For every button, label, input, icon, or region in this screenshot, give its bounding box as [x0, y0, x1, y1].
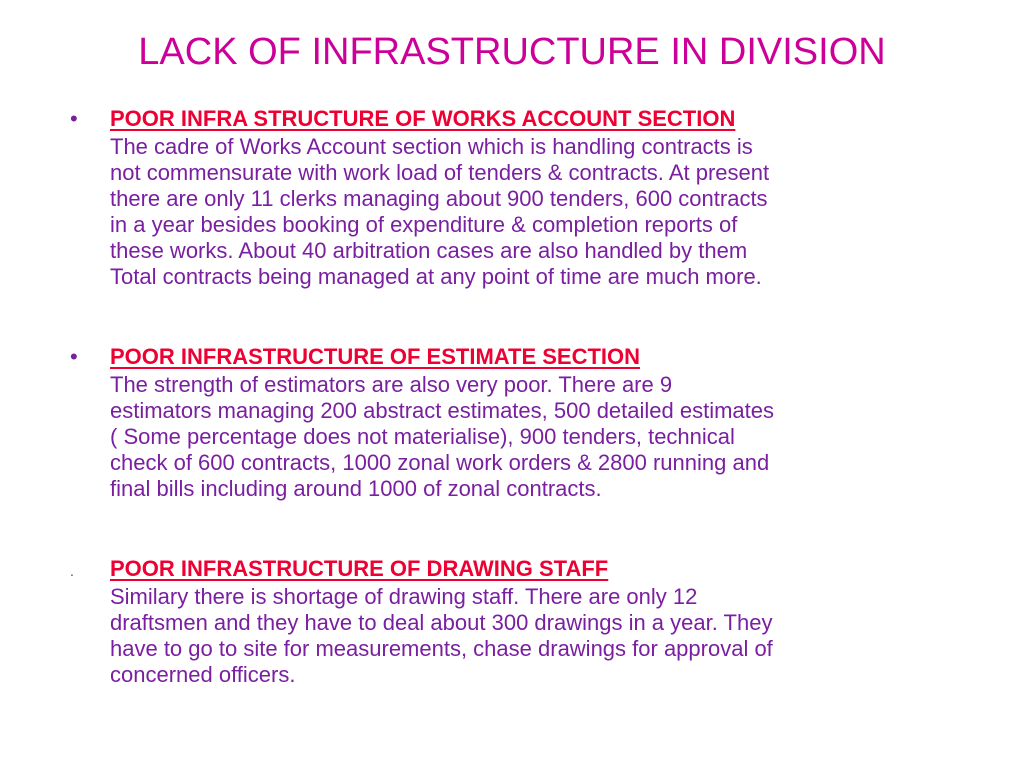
body-line: The strength of estimators are also very poor. There are 9 — [110, 372, 673, 397]
section-body — [110, 584, 980, 688]
section-heading: POOR INFRASTRUCTURE OF ESTIMATE SECTION — [110, 344, 641, 369]
section-heading: POOR INFRA STRUCTURE OF WORKS ACCOUNT SECTION — [110, 106, 736, 131]
body-line: not commensurate with work load of tenders & contracts. At present — [110, 160, 770, 185]
section-body — [110, 134, 980, 290]
slide-title: LACK OF INFRASTRUCTURE IN DIVISION — [138, 31, 886, 73]
body-line: there are only 11 clerks managing about 900 tenders, 600 contracts — [110, 186, 768, 211]
body-line: have to go to site for measurements, chase drawings for approval of — [110, 636, 773, 661]
body-line: these works. About 40 arbitration cases are also handled by them — [110, 238, 748, 263]
body-line: in a year besides booking of expenditure & completion reports of — [110, 212, 738, 237]
body-line: estimators managing 200 abstract estimates, 500 detailed estimates — [110, 398, 775, 423]
body-line: final bills including around 1000 of zonal contracts. — [110, 476, 602, 501]
body-line: The cadre of Works Account section which is handling contracts is — [110, 134, 753, 159]
body-line: Similary there is shortage of drawing staff. There are only 12 — [110, 584, 698, 609]
bullet-marker: • — [70, 106, 78, 131]
bullet-marker: . — [70, 563, 74, 579]
bullet-marker: • — [70, 344, 78, 369]
body-line: ( Some percentage does not materialise), 900 tenders, technical — [110, 424, 735, 449]
body-line: draftsmen and they have to deal about 300 drawings in a year. They — [110, 610, 773, 635]
body-line: check of 600 contracts, 1000 zonal work orders & 2800 running and — [110, 450, 770, 475]
section-heading: POOR INFRASTRUCTURE OF DRAWING STAFF — [110, 556, 609, 581]
section-body — [110, 372, 980, 502]
body-line: concerned officers. — [110, 662, 296, 687]
body-line: Total contracts being managed at any point of time are much more. — [110, 264, 762, 289]
